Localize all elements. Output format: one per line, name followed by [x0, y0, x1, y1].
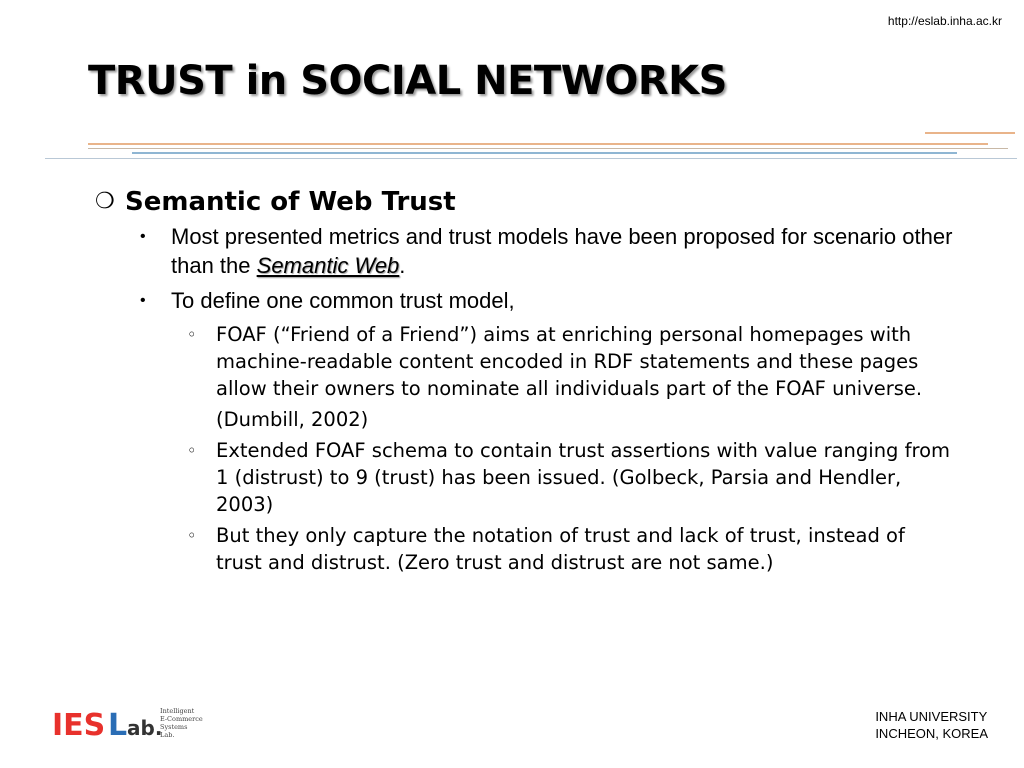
bullet-text-end: . [399, 253, 406, 278]
citation: (Dumbill, 2002) [216, 408, 369, 431]
university-name: INHA UNIVERSITY [875, 709, 988, 724]
semantic-web-link[interactable]: Semantic Web [256, 253, 400, 278]
sub-bullet-text: Extended FOAF schema to contain trust assertions with value ranging from 1 (distrust) to 9 (trust) has been issued. (Golbeck, Parsia and Hendler, 2003) [216, 439, 951, 516]
site-url: http://eslab.inha.ac.kr [887, 14, 1002, 28]
university-label [875, 708, 988, 742]
slide-title: TRUST in SOCIAL NETWORKS [88, 58, 727, 104]
sub-bullet-item [187, 437, 955, 518]
logo-tag-2: E-Commerce [160, 715, 203, 723]
bullet-text: Most presented metrics and trust models have been proposed for scenario other than the [171, 224, 953, 278]
logo-l: L [108, 708, 128, 743]
sub-bullet-text: But they only capture the notation of trust and lack of trust, instead of trust and distrust. (Zero trust and distrust are not same.) [216, 524, 905, 574]
university-location: INCHEON, KOREA [875, 726, 988, 741]
logo-ies: IES [52, 708, 106, 743]
logo-tag-3: Systems [160, 723, 188, 731]
logo-tag-1: Intelligent [160, 707, 195, 715]
ieslab-logo [52, 703, 212, 743]
rule-line [88, 143, 988, 145]
circle-bullet-icon: ❍ [95, 189, 115, 214]
rule-line [45, 158, 1017, 159]
bullet-dot-icon: • [140, 292, 146, 309]
sub-bullet-item [187, 321, 955, 433]
section-heading-text: Semantic of Web Trust [125, 187, 456, 217]
open-circle-bullet-icon: ◦ [187, 441, 197, 460]
open-circle-bullet-icon: ◦ [187, 526, 197, 545]
bullet-text: To define one common trust model, [171, 288, 515, 313]
bullet-item [140, 286, 955, 315]
bullet-dot-icon: • [140, 228, 146, 245]
logo-tag-4: Lab. [160, 731, 175, 739]
rule-line [88, 148, 1008, 149]
logo-ab: ab. [127, 716, 163, 740]
rule-line [925, 132, 1015, 134]
rule-line [132, 152, 957, 154]
section-heading [95, 186, 955, 218]
slide-body [95, 186, 955, 580]
sub-bullet-text: FOAF (“Friend of a Friend”) aims at enriching personal homepages with machine-readable content encoded in RDF statements and these pages allow their owners to nominate all individuals part of the FOAF universe. [216, 323, 923, 400]
bullet-item [140, 222, 955, 280]
open-circle-bullet-icon: ◦ [187, 325, 197, 344]
sub-bullet-item [187, 522, 955, 576]
